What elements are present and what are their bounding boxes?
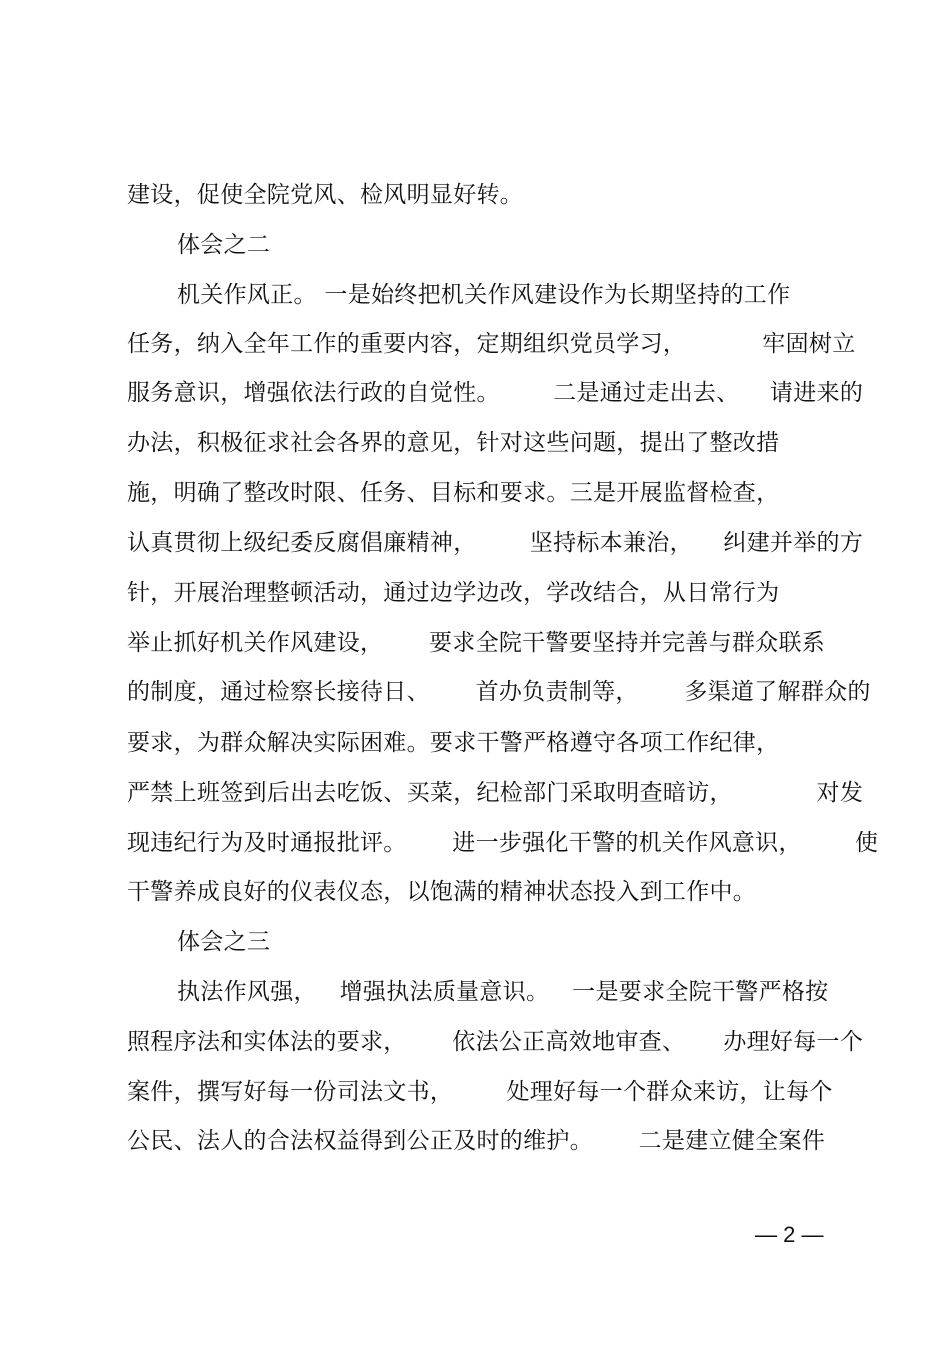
text-line: 照程序法和实体法的要求， 依法公正高效地审查、 办理好每一个 [127,1029,864,1055]
text-line: 的制度，通过检察长接待日、 首办负责制等， 多渠道了解群众的 [127,679,871,705]
text-line: 建设，促使全院党风、检风明显好转。 [127,182,524,208]
text-line: 要求，为群众解决实际困难。要求干警严格遵守各项工作纪律， [127,730,780,756]
text-line: 办法，积极征求社会各界的意见，针对这些问题，提出了整改措 [127,430,780,456]
text-line: 现违纪行为及时通报批评。 进一步强化干警的机关作风意识， 使 [127,830,879,856]
text-line: 案件，撰写好每一份司法文书， 处理好每一个群众来访，让每个 [127,1079,833,1105]
text-line: 任务，纳入全年工作的重要内容，定期组织党员学习， 牢固树立 [127,331,856,357]
text-line: 公民、法人的合法权益得到公正及时的维护。 二是建立健全案件 [127,1128,826,1154]
text-line: 施，明确了整改时限、任务、目标和要求。三是开展监督检查， [127,480,780,506]
text-line: 严禁上班签到后出去吃饭、买菜，纪检部门采取明查暗访， 对发 [127,780,864,806]
page-number: — 2 — [755,1222,824,1247]
text-line: 举止抓好机关作风建设， 要求全院干警要坚持并完善与群众联系 [127,630,826,656]
text-line: 针，开展治理整顿活动，通过边学边改，学改结合，从日常行为 [127,580,780,606]
text-line: 机关作风正。 一是始终把机关作风建设作为长期坚持的工作 [177,282,791,308]
text-line: 服务意识，增强依法行政的自觉性。 二是通过走出去、 请进来的 [127,380,864,406]
text-line: 干警养成良好的仪表仪态，以饱满的精神状态投入到工作中。 [127,879,757,905]
text-line: 认真贯彻上级纪委反腐倡廉精神， 坚持标本兼治， 纠建并举的方 [127,530,864,556]
section-heading: 体会之二 [177,232,271,258]
section-heading: 体会之三 [177,929,271,955]
text-line: 执法作风强， 增强执法质量意识。 一是要求全院干警严格按 [177,979,829,1005]
